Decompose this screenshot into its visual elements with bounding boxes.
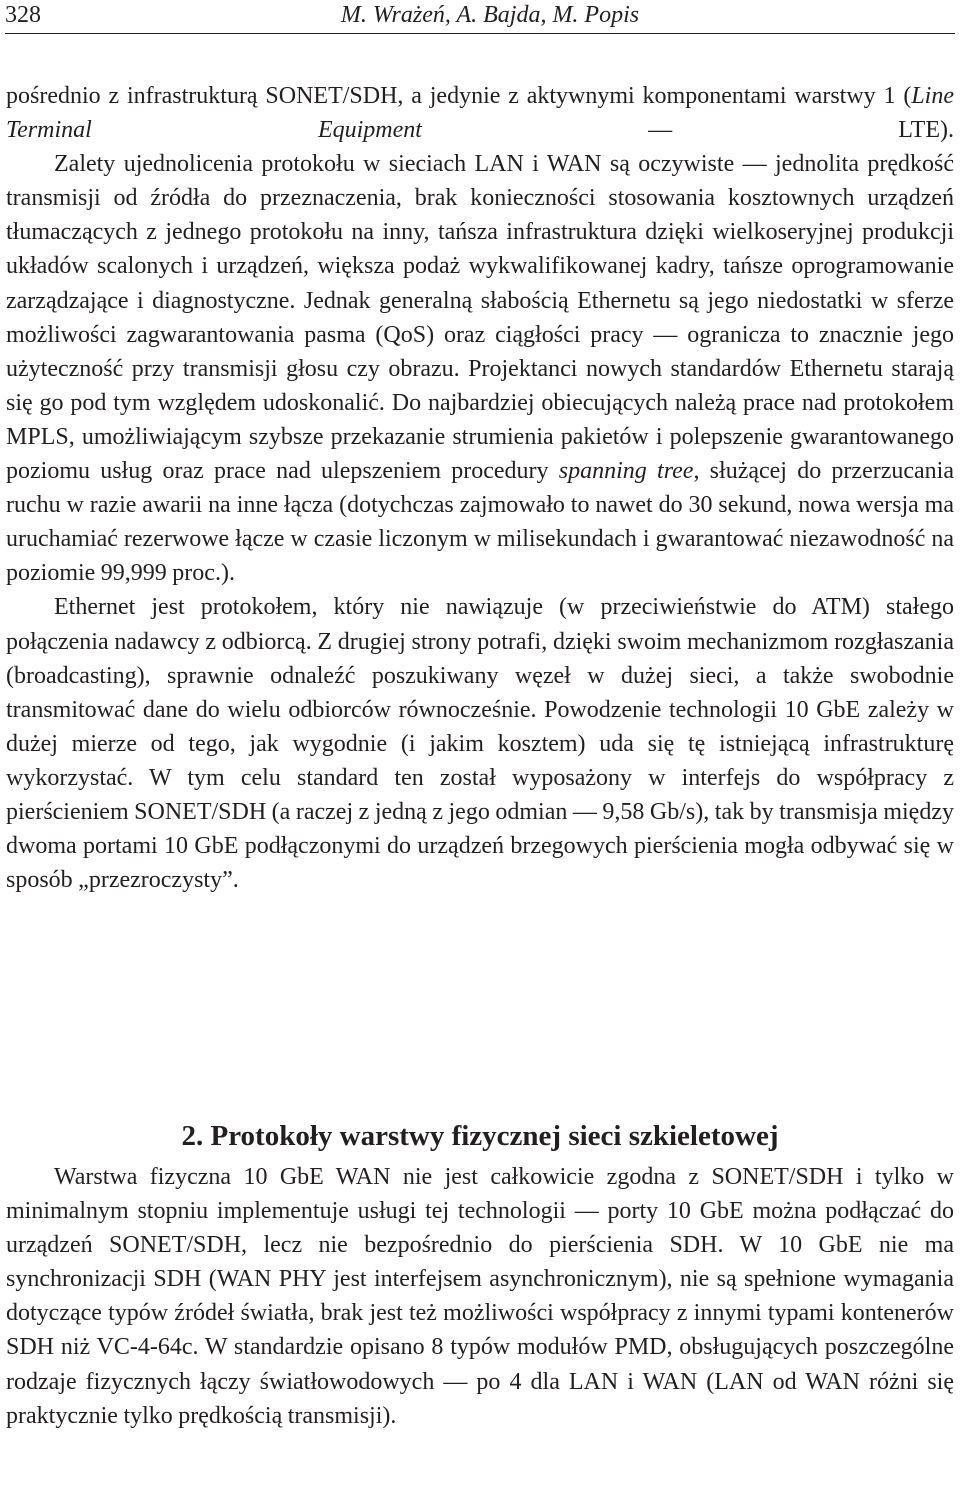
body-text-top	[6, 79, 954, 897]
italic-term: Line Terminal Equipment	[6, 83, 954, 144]
page-number: 328	[5, 2, 41, 28]
paragraph-continued	[6, 79, 954, 147]
paragraph: Warstwa fizyczna 10 GbE WAN nie jest całkowicie zgodna z SONET/SDH i tylko w minimalnym stopniu implementuje usługi tej technologii — porty 10 GbE można podłączać do urządzeń SONET/SDH, lecz nie bezpośrednio do pierścienia SDH. W 10 GbE nie ma synchronizacji SDH (WAN PHY jest interfejsem asynchronicznym), nie są spełnione wymagania dotyczące typów źródeł światła, brak jest też możliwości współpracy z innymi typami kontenerów SDH niż VC-4-64c. W standardzie opisano 8 typów modułów PMD, obsługujących poszczególne rodzaje fizycznych łączy światłowodowych — po 4 dla LAN i WAN (LAN od WAN różni się praktycznie tylko prędkością transmisji).	[6, 1164, 954, 1429]
running-header	[5, 0, 955, 34]
text-run: , służącej do przerzucania ruchu w razie awarii na inne łącza (dotychczas zajmowało to nawet do 30 sekund, nowa wersja ma uruchamiać rezerwowe łącze w czasie liczonym w milisekundach i gwarantować niezawodność na poziomie 99,999 proc.).	[6, 458, 955, 587]
paragraph	[6, 590, 954, 897]
paragraph	[6, 147, 954, 590]
body-text-section	[6, 1160, 954, 1433]
text-run: pośrednio z infrastrukturą SONET/SDH, a jedynie z aktywnymi komponentami warstwy 1 (	[6, 83, 912, 109]
section-heading: 2. Protokoły warstwy fizycznej sieci szkieletowej	[181, 1120, 779, 1153]
italic-term: spanning tree	[558, 458, 694, 485]
header-authors: M. Wrażeń, A. Bajda, M. Popis	[340, 2, 640, 28]
text-run: Ethernet jest protokołem, który nie nawiązuje (w przeciwieństwie do ATM) stałego połączenia nadawcy z odbiorcą. Z drugiej strony potrafi, dzięki swoim mechanizmom rozgłaszania (broadcasting), sprawnie odnaleźć poszukiwany węzeł w dużej sieci, a także swobodnie transmitować dane do wielu odbiorców równocześnie. Powodzenie technologii 10 GbE zależy w dużej mierze od tego, jak wygodnie (i jakim kosztem) uda się tę istniejącą infrastrukturę wykorzystać. W tym celu standard ten został wyposażony w interfejs do współpracy z pierścieniem SONET/SDH (a raczej z jedną z jego odmian — 9,58 Gb/s), tak by transmisja między dwoma portami 10 GbE podłączonymi do urządzeń brzegowych pierścienia mogła odbywać się w sposób „przezroczysty”.	[6, 594, 954, 894]
text-run: Zalety ujednolicenia protokołu w sieciach LAN i WAN są oczywiste — jednolita prędkość transmisji od źródła do przeznaczenia, brak konieczności stosowania kosztownych urządzeń tłumaczących z jednego protokołu na inny, tańsza infrastruktura dzięki wielkoseryjnej produkcji układów scalonych i urządzeń, większa podaż wykwalifikowanej kadry, tańsze oprogramowanie zarządzające i diagnostyczne. Jednak generalną słabością Ethernetu są jego niedostatki w sferze możliwości zagwarantowania pasma (QoS) oraz ciągłości pracy — ogranicza to znacznie jego użyteczność przy transmisji głosu czy obrazu. Projektanci nowych standardów Ethernetu starają się go pod tym względem udoskonalić. Do najbardziej obiecujących należą prace nad protokołem MPLS, umożliwiającym szybsze przekazanie strumienia pakietów i polepszenie gwarantowanego poziomu usług oraz prace nad ulepszeniem procedury	[6, 151, 954, 485]
text-run: — LTE).	[421, 117, 954, 144]
